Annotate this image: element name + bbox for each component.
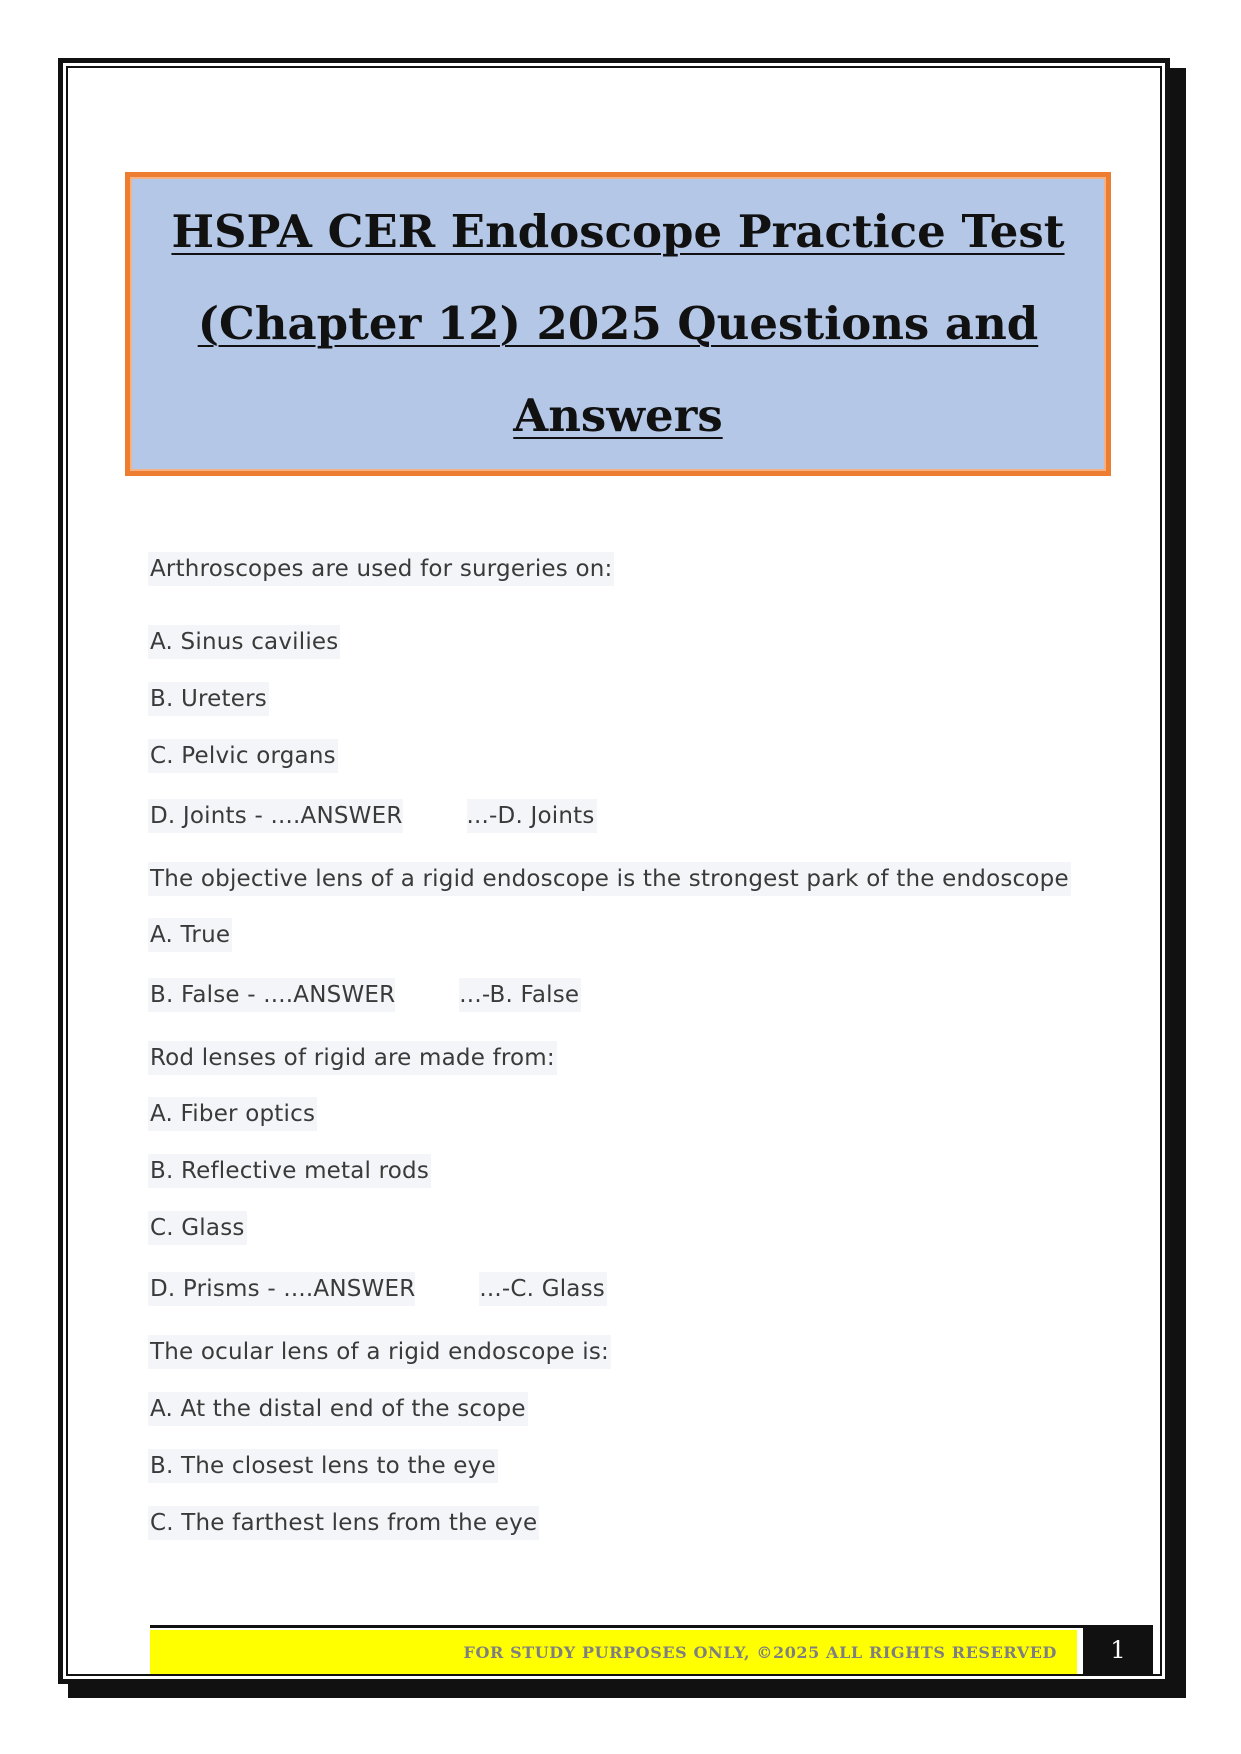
answer-gap [395,978,459,1012]
title-line-2: (Chapter 12) 2025 Questions and [197,297,1039,350]
question-1-option-b: B. Ureters [148,682,269,716]
answer-gap [415,1272,479,1306]
question-1-option-c: C. Pelvic organs [148,739,338,773]
title-box [125,172,1111,476]
question-4-stem: The ocular lens of a rigid endoscope is: [148,1335,611,1369]
question-2-option-a: A. True [148,918,232,952]
title-line-1: HSPA CER Endoscope Practice Test [171,205,1065,258]
answer-gap [403,799,467,833]
question-1-option-d: D. Joints - ....ANSWER [150,803,403,829]
question-1-answer: ...-D. Joints [466,803,595,829]
question-4-option-c: C. The farthest lens from the eye [148,1506,539,1540]
question-3-option-d: D. Prisms - ....ANSWER [150,1276,416,1302]
question-1-option-a: A. Sinus cavilies [148,625,340,659]
title-line-3: Answers [513,389,723,442]
question-3-stem: Rod lenses of rigid are made from: [148,1041,557,1075]
question-1-stem: Arthroscopes are used for surgeries on: [148,552,614,586]
title-box-inner [130,177,1106,471]
question-2-answer-line [148,978,581,1012]
question-3-option-a: A. Fiber optics [148,1097,317,1131]
question-4-option-a: A. At the distal end of the scope [148,1392,528,1426]
question-2-option-b: B. False - ....ANSWER [150,982,396,1008]
footer-rule [150,1625,1085,1628]
question-3-answer: ...-C. Glass [479,1276,605,1302]
question-4-option-b: B. The closest lens to the eye [148,1449,498,1483]
footer-bar [150,1630,1077,1674]
question-2-stem: The objective lens of a rigid endoscope is the strongest park of the endoscope [148,862,1071,896]
page-number-box [1083,1625,1153,1675]
page-number: 1 [1110,1636,1126,1664]
question-3-answer-line [148,1272,607,1306]
question-3-option-b: B. Reflective metal rods [148,1154,431,1188]
footer-copyright: FOR STUDY PURPOSES ONLY, ©2025 ALL RIGHTS RESERVED [463,1642,1057,1662]
question-2-answer: ...-B. False [459,982,580,1008]
question-1-answer-line [148,799,597,833]
question-3-option-c: C. Glass [148,1211,247,1245]
